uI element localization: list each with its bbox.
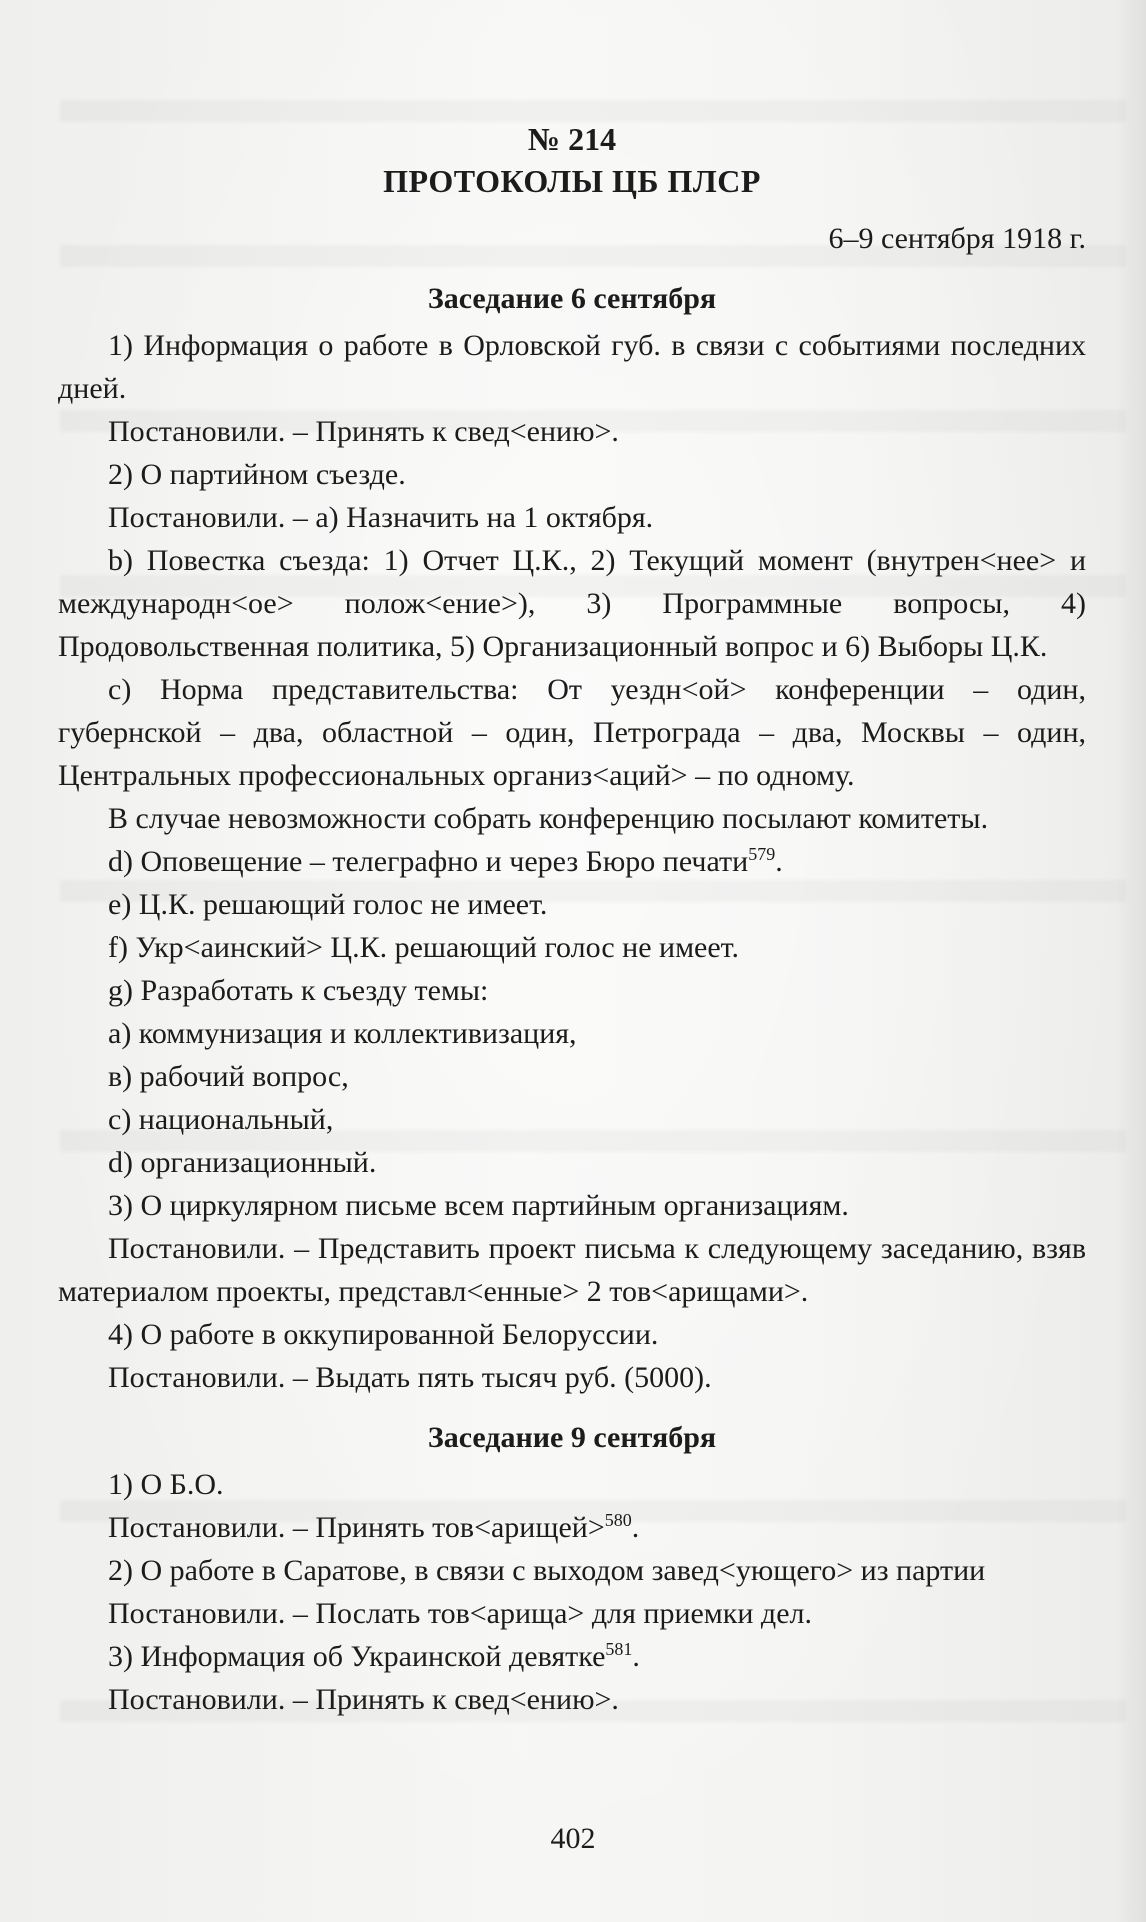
paragraph: Постановили. – а) Назначить на 1 октября. <box>108 501 654 534</box>
paragraph: Постановили. – Принять к свед<ению>. <box>108 415 619 448</box>
paragraph-with-footnote: 3) Информация об Украинской девятке$^{581}$. <box>108 1639 640 1673</box>
footnote-ref-580: 580 <box>604 1510 632 1530</box>
paragraph-text: 3) Информация об Украинской девятке <box>108 1640 606 1673</box>
paragraph: c) Норма представительства: От уездн<ой> конференции – один, губернской – два, областной – один, Петрограда – два, Москвы – один, Центральных профессиональных организ<аций> – по одному. <box>58 673 1086 792</box>
paragraph: g) Разработать к съезду темы: <box>108 974 489 1007</box>
page-number: 402 <box>550 1822 596 1855</box>
paragraph: 2) О работе в Саратове, в связи с выходом завед<ующего> из партии <box>108 1554 986 1587</box>
paragraph: 4) О работе в оккупированной Белоруссии. <box>108 1318 659 1351</box>
document-title: ПРОТОКОЛЫ ЦБ ПЛСР <box>383 163 761 199</box>
session-heading-9-sept: Заседание 9 сентября <box>427 1421 717 1454</box>
paragraph: Постановили. – Выдать пять тысяч руб. (5000). <box>108 1361 712 1394</box>
page-edge-shadow <box>1116 0 1146 1922</box>
paragraph-text: Постановили. – Принять тов<арищей> <box>108 1511 605 1544</box>
paragraph: 1) О Б.О. <box>108 1468 224 1501</box>
paragraph: в) рабочий вопрос, <box>108 1060 349 1093</box>
paragraph-with-footnote: d) Оповещение – телеграфно и через Бюро печати$^{579}$. <box>108 844 783 878</box>
paragraph: Постановили. – Принять к свед<ению>. <box>108 1683 619 1716</box>
paragraph: Постановили. – Послать тов<арища> для приемки дел. <box>108 1597 812 1630</box>
document-number: № 214 <box>527 121 617 157</box>
paragraph: Постановили. – Представить проект письма к следующему заседанию, взяв материалом проекты, представл<енные> 2 тов<арищами>. <box>58 1232 1086 1308</box>
paragraph: b) Повестка съезда: 1) Отчет Ц.К., 2) Текущий момент (внутрен<нее> и международн<ое> полож<ение>), 3) Программные вопросы, 4) Продовольственная политика, 5) Организационный вопрос и 6) Выборы Ц.К. <box>58 544 1086 663</box>
document-date: 6–9 сентября 1918 г. <box>828 222 1086 255</box>
paragraph: а) коммунизация и коллективизация, <box>108 1017 577 1050</box>
document-body <box>58 118 1086 1721</box>
paragraph: В случае невозможности собрать конференцию посылают комитеты. <box>108 802 989 835</box>
paragraph: с) национальный, <box>108 1103 334 1136</box>
paragraph: d) организационный. <box>108 1146 377 1179</box>
paragraph: 1) Информация о работе в Орловской губ. в связи с событиями последних дней. <box>58 329 1086 405</box>
paragraph: 3) О циркулярном письме всем партийным организациям. <box>108 1189 849 1222</box>
paragraph: 2) О партийном съезде. <box>108 458 406 491</box>
paragraph: f) Укр<аинский> Ц.К. решающий голос не имеет. <box>108 931 740 964</box>
footnote-ref-581: 581 <box>605 1639 633 1659</box>
paragraph-with-footnote: Постановили. – Принять тов<арищей>$^{580}$. <box>108 1510 640 1544</box>
session-heading-6-sept: Заседание 6 сентября <box>427 282 717 315</box>
paragraph: e) Ц.К. решающий голос не имеет. <box>108 888 548 921</box>
footnote-ref-579: 579 <box>748 844 776 864</box>
paragraph-text: d) Оповещение – телеграфно и через Бюро печати <box>108 845 749 878</box>
